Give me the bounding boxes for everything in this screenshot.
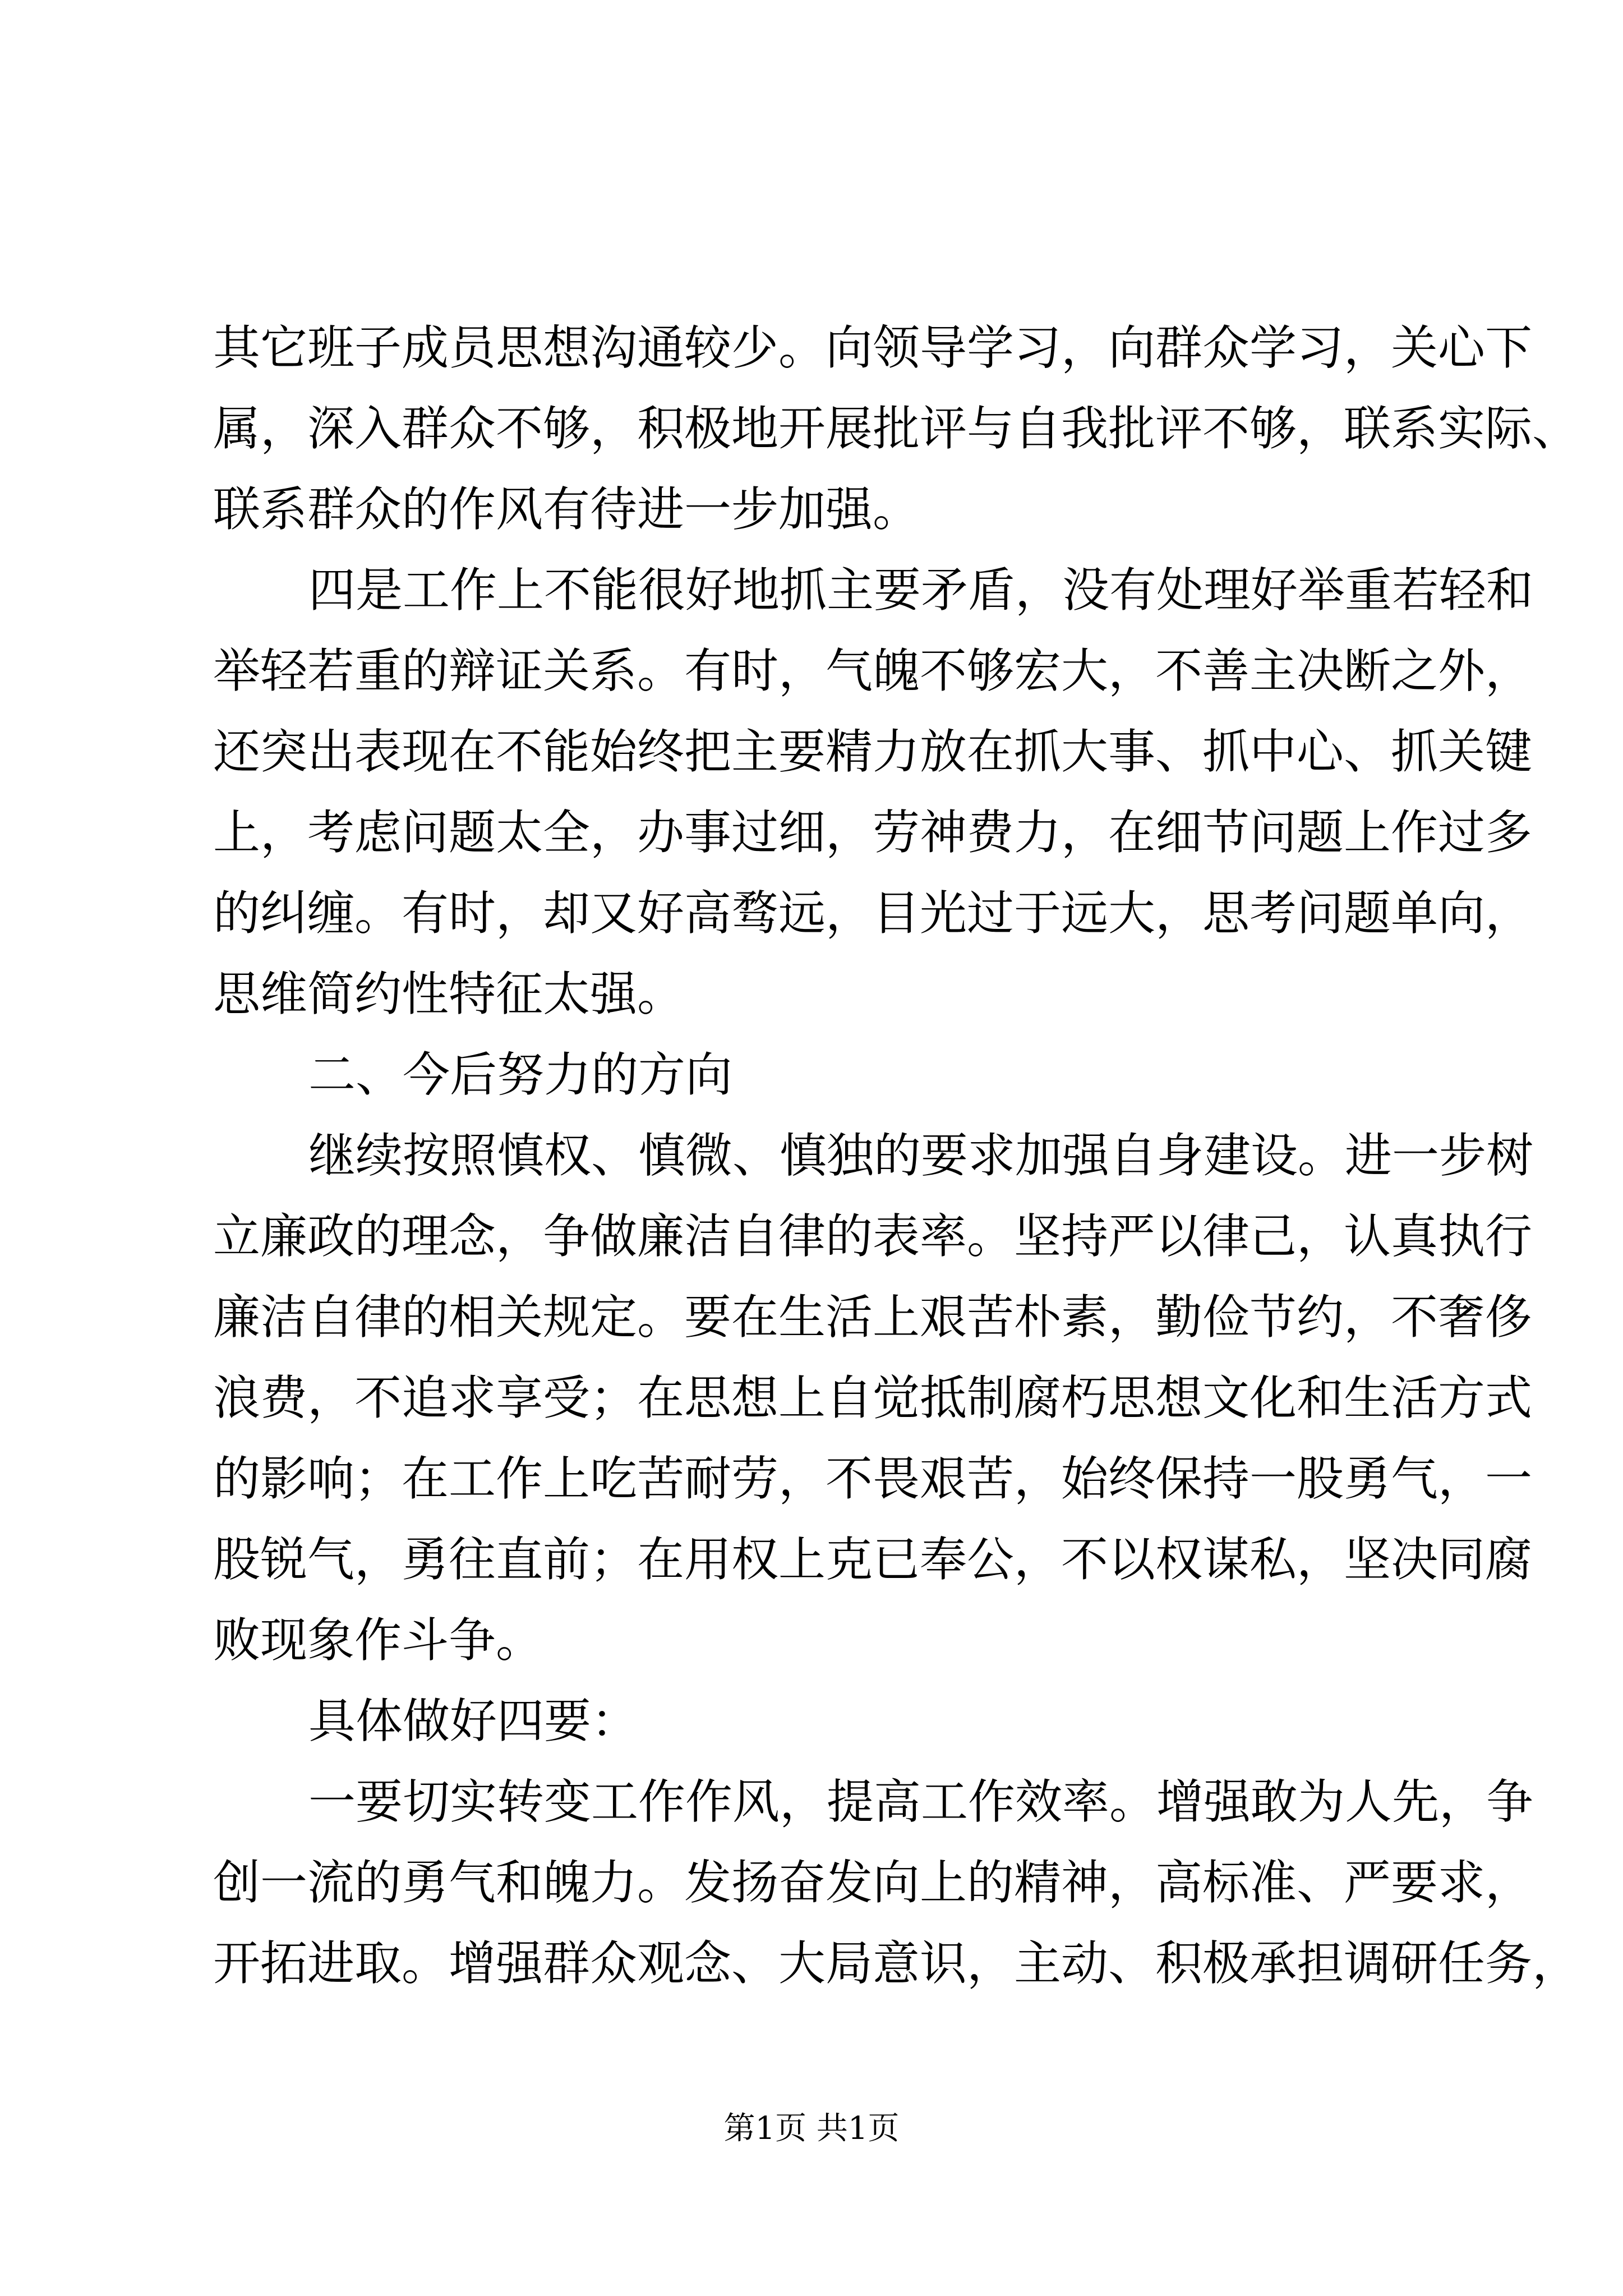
text-line-2: 属，深入群众不够，积极地开展批评与自我批评不够，联系实际、 (213, 401, 1580, 456)
text-line-6: 还突出表现在不能始终把主要精力放在抓大事、抓中心、抓关键 (213, 724, 1533, 779)
text-line-18: 具体做好四要： (308, 1694, 639, 1749)
text-line-13: 廉洁自律的相关规定。要在生活上艰苦朴素，勤俭节约，不奢侈 (213, 1290, 1533, 1345)
text-line-17: 败现象作斗争。 (213, 1613, 543, 1668)
page-footer: 第1页 共1页 (723, 2110, 900, 2147)
text-line-19: 一要切实转变工作作风，提高工作效率。增强敢为人先，争 (308, 1774, 1534, 1829)
text-line-3: 联系群众的作风有待进一步加强。 (213, 482, 920, 537)
text-line-20: 创一流的勇气和魄力。发扬奋发向上的精神，高标准、严要求， (213, 1855, 1533, 1910)
text-line-15: 的影响；在工作上吃苦耐劳，不畏艰苦，始终保持一股勇气，一 (213, 1451, 1533, 1506)
text-line-14: 浪费，不追求享受；在思想上自觉抵制腐朽思想文化和生活方式 (213, 1370, 1533, 1425)
text-line-7: 上，考虑问题太全，办事过细，劳神费力，在细节问题上作过多 (213, 805, 1533, 860)
text-line-1: 其它班子成员思想沟通较少。向领导学习，向群众学习，关心下 (213, 320, 1533, 375)
section-heading: 二、今后努力的方向 (308, 1047, 733, 1102)
text-line-9: 思维简约性特征太强。 (213, 967, 685, 1022)
text-line-12: 立廉政的理念，争做廉洁自律的表率。坚持严以律己，认真执行 (213, 1209, 1533, 1264)
text-line-4: 四是工作上不能很好地抓主要矛盾，没有处理好举重若轻和 (308, 563, 1534, 618)
text-line-21: 开拓进取。增强群众观念、大局意识，主动、积极承担调研任务， (213, 1936, 1580, 1991)
text-line-11: 继续按照慎权、慎微、慎独的要求加强自身建设。进一步树 (308, 1128, 1534, 1183)
text-line-16: 股锐气，勇往直前；在用权上克已奉公，不以权谋私，坚决同腐 (213, 1532, 1533, 1587)
text-line-8: 的纠缠。有时，却又好高骛远，目光过于远大，思考问题单向， (213, 886, 1533, 941)
text-line-5: 举轻若重的辩证关系。有时，气魄不够宏大，不善主决断之外， (213, 643, 1533, 698)
